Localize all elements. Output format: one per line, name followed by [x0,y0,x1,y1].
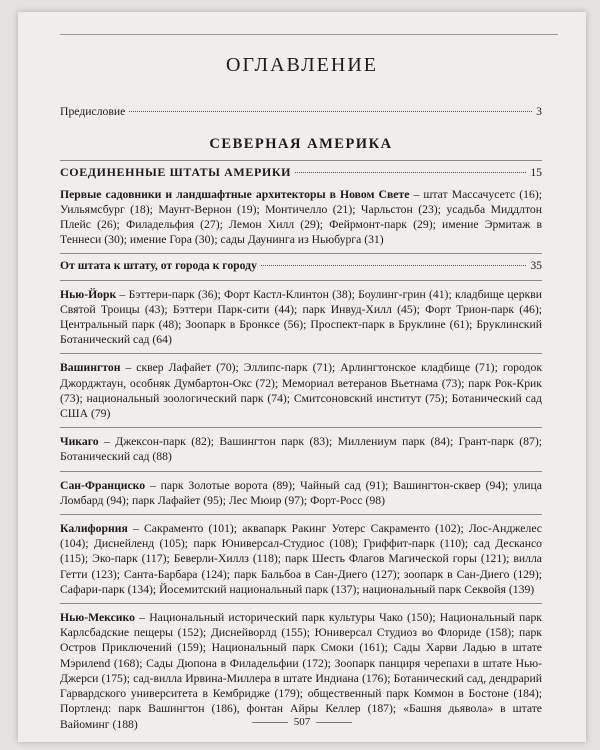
toc-entry[interactable] [60,434,542,464]
top-rule [60,34,558,35]
toc-row-country[interactable] [60,165,542,180]
toc-page-number: 3 [536,105,542,118]
entry-text: – сквер Лафайет (70); Эллипс-парк (71); Арлингтонское кладбище (71); городок Джорджтаун, особняк Думбартон-Окс (72); Мемориал ветеранов Вьетнама (73); парк Рок-Крик (73); национальный зоологический парк (74); Смитсоновский институт (75); Ботанический сад США (79) [60,361,542,421]
toc-entry[interactable] [60,360,542,421]
toc-entry[interactable] [60,478,542,508]
toc-entry[interactable] [60,287,542,348]
entry-heading: Чикаго [60,435,99,449]
entry-heading: Нью-Мексико [60,611,135,625]
entry-heading: Калифорния [60,522,128,536]
entry-heading: Нью-Йорк [60,287,117,301]
country-heading: СОЕДИНЕННЫЕ ШТАТЫ АМЕРИКИ [60,165,292,180]
divider [60,471,542,472]
divider [60,160,542,161]
dot-leader [261,265,526,266]
divider [60,353,542,354]
footer-rule-left [252,722,288,723]
toc-row-preface[interactable] [60,104,542,119]
divider [60,603,542,604]
toc-entry[interactable] [60,521,542,597]
entry-heading: Первые садовники и ландшафтные архитекторы в Новом Свете [60,187,410,201]
entry-heading: Вашингтон [60,361,121,375]
section-title: СЕВЕРНАЯ АМЕРИКА [209,136,393,153]
page-footer [18,716,586,728]
dot-leader [295,172,526,173]
page-title: ОГЛАВЛЕНИЕ [226,54,378,76]
toc-content [60,104,542,732]
entry-text: – штат Массачусетс (16); Уильямсбург (18); Маунт-Вернон (19); Монтичелло (21); Чарльстон (23); усадьба Миддлтон Плейс (26); Филадельфия (27); Лемон Хилл (29); Фейрмонт-парк (29); имение Эрмитаж в Теннеси (30); имение Гора (30); сады Даунинга из Ньюбурга (31) [60,187,542,247]
footer-rule-right [316,722,352,723]
toc-page-number: 35 [530,259,542,273]
entry-heading: От штата к штату, от города к городу [60,259,257,273]
toc-label: Предисловие [60,105,126,118]
entry-text: – Бэттери-парк (36); Форт Кастл-Клинтон (38); Боулинг-грин (41); кладбище церкви Святой Троицы (43); Бэттери Парк-сити (44); парк Инвуд-Хилл (45); Форт Трион-парк (46); Центральный парк (48); Зоопарк в Бронксе (56); Проспект-парк в Бруклине (61); Бруклинский Ботанический сад (64) [60,287,542,347]
toc-entry[interactable] [60,258,542,273]
dot-leader [129,111,532,112]
book-page [18,12,586,742]
entry-heading: Сан-Франциско [60,478,146,492]
entry-text: – Национальный исторический парк культуры Чако (150); Национальный парк Карлсбадские пещеры (152); Диснейворлд (155); Юниверсал Студиоз во Флориде (158); парк Остров Приключений (159); Национальный парк Смоки (161); Сады Харви Ладью в штате Мэрилend (168); Сады Дюпона в Филадельфии (172); Зоопарк панциря черепахи в штате Нью-Джерси (175); сад-вилла Ирвина-Миллера в штате Индиана (176); Ботанический сад, дендрарий Гарвардского университета в Кембридже (179); общественный парк Коммон в Бостоне (184); Портленд: парк Вашингтон (186), фонтан Айры Келлер (187); «Башня дьявола» в штате Вайоминг (188) [60,611,542,731]
toc-entry[interactable] [60,187,542,248]
divider [60,514,542,515]
entry-text: – Джексон-парк (82); Вашингтон парк (83); Миллениум парк (84); Грант-парк (87); Ботанический сад (88) [60,435,542,464]
toc-page-number: 15 [530,166,542,180]
divider [60,253,542,254]
entry-text: – парк Золотые ворота (89); Чайный сад (91); Вашингтон-сквер (94); улица Ломбард (94); парк Лафайет (95); Лес Мюир (97); Форт-Росс (98) [60,478,542,507]
page-number: 507 [293,716,311,728]
divider [60,427,542,428]
entry-text: – Сакраменто (101); аквапарк Ракинг Уотерс Сакраменто (102); Лос-Анджелес (104); Диснейленд (105); парк Юниверсал-Студиос (108); Гриффит-парк (110); сад Дескансо (115); Эко-парк (117); Беверли-Хиллз (118); парк Шесть Флагов Магической горы (121); вилла Гетти (123); Санта-Барбара (124); парк Бальбоа в Сан-Диего (127); зоопарк в Сан-Диего (129); Сафари-парк (134); Йосемитский национальный парк (137); национальный парк Секвойя (139) [60,522,542,596]
toc-entry[interactable] [60,610,542,732]
divider [60,280,542,281]
